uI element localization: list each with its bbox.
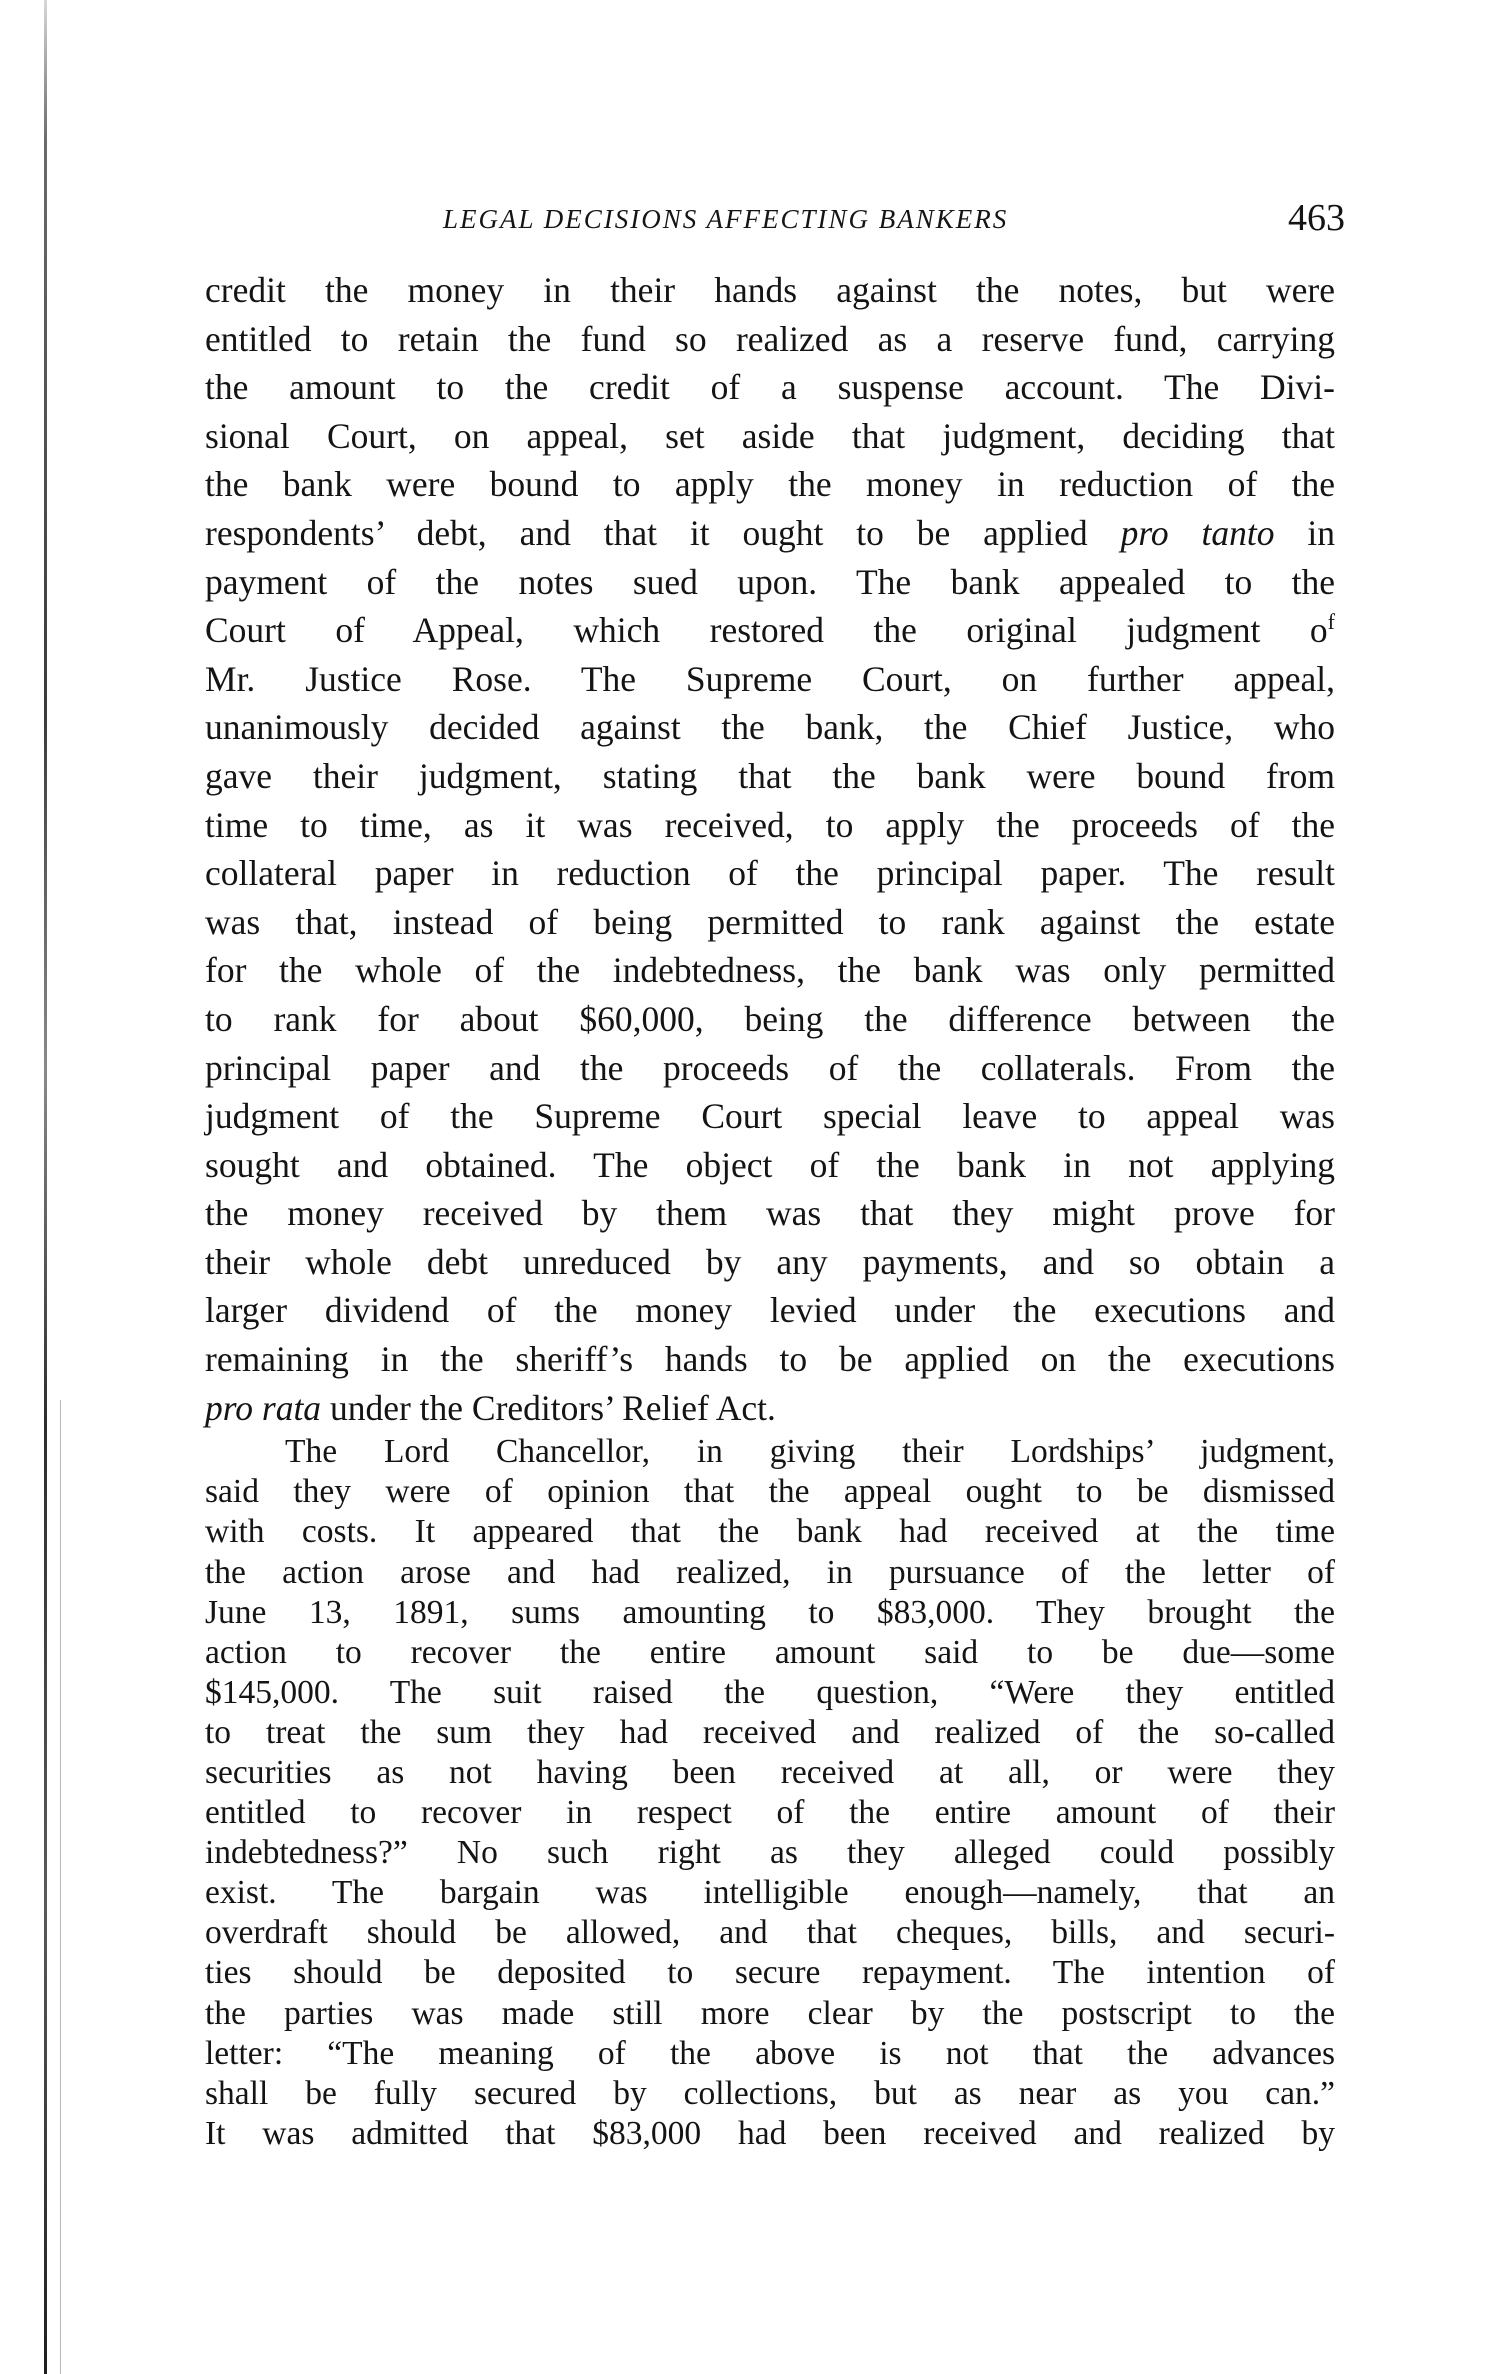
paragraph-line-mixed [205,1384,1335,1433]
line-text: Court of Appeal, which restored the original judgment o [205,610,1328,651]
paragraph-line: shall be fully secured by collections, but as near as you can.” [205,2074,1335,2112]
page-binding-edge [44,0,47,2374]
paragraph-line: the parties was made still more clear by the postscript to the [205,1994,1335,2032]
paragraph-line: sought and obtained. The object of the bank in not applying [205,1144,1335,1185]
paragraph-line: overdraft should be allowed, and that cheques, bills, and securi- [205,1914,1335,1952]
paragraph-line: sional Court, on appeal, set aside that judgment, deciding that [205,415,1335,456]
paragraph-line: judgment of the Supreme Court special leave to appeal was [205,1096,1335,1137]
paragraph-line: the money received by them was that they might prove for [205,1193,1335,1234]
paragraph-line: time to time, as it was received, to apply the proceeds of the [205,804,1335,845]
paragraph-line: to rank for about $60,000, being the difference between the [205,998,1335,1039]
paragraph-line: for the whole of the indebtedness, the bank was only permitted [205,950,1335,991]
paragraph-line: was that, instead of being permitted to rank against the estate [205,901,1335,942]
page-binding-shadow [60,1400,61,2374]
paragraph-line: Mr. Justice Rose. The Supreme Court, on further appeal, [205,658,1335,699]
paragraph-line: with costs. It appeared that the bank had received at the time [205,1513,1335,1551]
paragraph-line: the bank were bound to apply the money in reduction of the [205,464,1335,505]
italic-phrase: pro tanto [1120,512,1275,553]
paragraph-line: entitled to recover in respect of the entire amount of their [205,1794,1335,1832]
running-head [205,196,1345,246]
paragraph-line: larger dividend of the money levied under the executions and [205,1290,1335,1331]
paragraph-line: letter: “The meaning of the above is not that the advances [205,2034,1335,2072]
paragraph-line: unanimously decided against the bank, the Chief Justice, who [205,707,1335,748]
paragraph-line-mixed [205,606,1335,655]
paragraph-line: action to recover the entire amount said to be due—some [205,1633,1335,1671]
paragraph-line: collateral paper in reduction of the principal paper. The result [205,853,1335,894]
paragraph-line: the action arose and had realized, in pursuance of the letter of [205,1553,1335,1591]
paragraph-line: entitled to retain the fund so realized as a reserve fund, carrying [205,318,1335,359]
paragraph-line: their whole debt unreduced by any payments, and so obtain a [205,1241,1335,1282]
paragraph-line: exist. The bargain was intelligible enough—namely, that an [205,1874,1335,1912]
paragraph-line-mixed [205,509,1335,558]
paragraph-line: ties should be deposited to secure repayment. The intention of [205,1954,1335,1992]
paragraph-line: securities as not having been received at all, or were they [205,1754,1335,1791]
paragraph-line: remaining in the sheriff’s hands to be applied on the executions [205,1339,1335,1380]
line-text: under the Creditors’ Relief Act. [329,1387,776,1428]
paragraph-line: the amount to the credit of a suspense account. The Divi- [205,367,1335,408]
book-page [205,196,1345,2154]
paragraph-line: June 13, 1891, sums amounting to $83,000. They brought the [205,1593,1335,1631]
paragraph-line: The Lord Chancellor, in giving their Lordships’ judgment, [285,1433,1335,1471]
paragraph-line: said they were of opinion that the appeal ought to be dismissed [205,1473,1335,1511]
paragraph-2 [205,1432,1335,2154]
paragraph-line: credit the money in their hands against the notes, but were [205,270,1335,310]
paragraph-line: gave their judgment, stating that the bank were bound from [205,755,1335,796]
line-text: in [1307,512,1336,553]
superscript-glyph: f [1327,609,1335,635]
paragraph-line: to treat the sum they had received and realized of the so-called [205,1713,1335,1751]
paragraph-1 [205,266,1335,1432]
paragraph-line: principal paper and the proceeds of the collaterals. From the [205,1047,1335,1088]
line-text: respondents’ debt, and that it ought to be applied [205,512,1088,553]
paragraph-line: payment of the notes sued upon. The bank appealed to the [205,561,1335,602]
page-number: 463 [1288,197,1345,239]
running-head-title: LEGAL DECISIONS AFFECTING BANKERS [443,204,1009,234]
italic-phrase: pro rata [205,1387,322,1428]
paragraph-line: It was admitted that $83,000 had been received and realized by [205,2114,1335,2152]
paragraph-line: $145,000. The suit raised the question, “Were they entitled [205,1673,1335,1711]
paragraph-line: indebtedness?” No such right as they alleged could possibly [205,1834,1335,1872]
